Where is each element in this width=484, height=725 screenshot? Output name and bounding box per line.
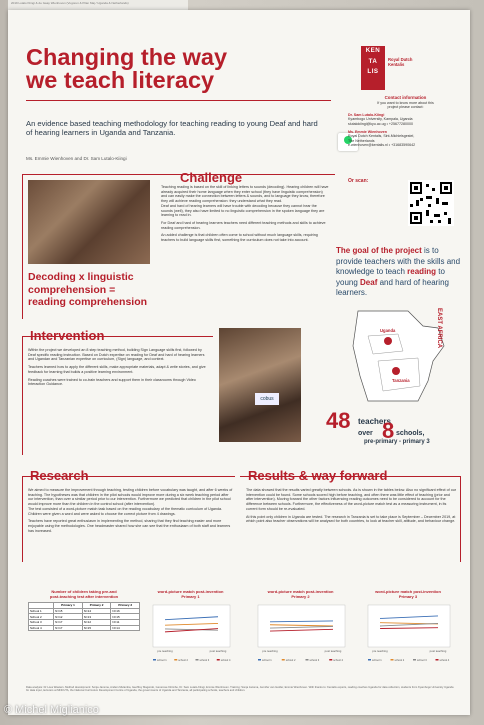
research-heading: Research — [30, 468, 89, 483]
legend-swatch — [282, 659, 285, 661]
chart-primary1-title: word-picture match post-invention Primary 1 — [157, 589, 224, 599]
map-label-tanzania: Tanzania — [392, 378, 410, 383]
table-row: School 2 N=12 N=13 N=15 — [29, 614, 140, 620]
schools-prefix: over — [358, 430, 373, 437]
legend-swatch — [436, 659, 439, 661]
intervention-heading: Intervention — [30, 328, 105, 343]
participants-table: Primary 1 Primary 2 Primary 3 School 1 N=15 N=14 N=16 School 2 N=12 N=13 N=15 School 3 N=17 N=12 N=11 School 4 N=17 N=15 N=14 — [28, 602, 140, 631]
photographer-watermark: © Michel Miglianico — [4, 704, 99, 716]
table-title: Number of children taking pre-and post-teaching test after intervention — [49, 589, 119, 599]
legend-label: school 3 — [199, 659, 210, 663]
intervention-text: Within the project we developed an 8 step teaching method, building Sign Language skills first, followed by Deaf specific reading instruction. Based on Dutch expertise on reading for Deaf and hard of hearing learners and Ugandan and Tanzanian expertise on curriculum, (Sign) language, and context. Teachers learned how to apply the different skills, make appropriate materials, adapt & write stories, and give feedback for learning that builds a positive learning environment. Reading coaches were trained to co-train teachers and support them in their classrooms through Video Interaction Guidance. — [28, 348, 206, 387]
challenge-text: Teaching reading is based on the skill of linking letters to sounds (decoding). Hearing children will have already acquired their home language when they enter school (they have linguistic comprehension) and can easily make the connection between letters & sounds, and to language they know, therefore they will achieve reading comprehension: they understand what they read. Deaf and hard of hearing learners will have trouble with decoding because they cannot hear the sounds (well), they also have limited to no linguistic comprehension in the spoken language they are learning to read in. For Deaf and hard of hearing learners teachers need different teaching methods and skills to achieve reading comprehension. An added challenge is that children often come to school without much language skills, requiring teachers to build language skills first, something the curriculum does not take into account. — [161, 185, 329, 243]
x-tick-label: post teaching — [429, 649, 447, 654]
research-text: We aimed to measure the improvement through teaching, testing children before vocabulary was taught, and after 6 weeks of teaching. The hypotheses was that children in the pilot schools would improve more during a six week teaching period after our intervention, than over a similar period prior to our intervention. Furthermore we predicted that children in the pilot school would improve more than the children in the control school (after intervention). The test consisted of a word-picture match task based on the reading vocabulary of the thematic curriculum of Uganda. Children were given a word and were asked to choose the correct picture from 4 drawings. Teachers have reported great enthusiasm in implementing the method, sharing that they find teaching easier and more enjoyable using the methodologies. One headmaster shared how she can see that the enthusiasm of both staff and learners has increased. — [28, 488, 233, 533]
legend-swatch — [258, 659, 261, 661]
legend-swatch — [196, 659, 199, 661]
legend-label: school 4 — [333, 659, 343, 663]
x-tick-label: pre teaching — [372, 649, 388, 654]
poster-footnote: Data analysis: Dr Loes Wauters. Method development: Sonja Jansma, Anders Mulamba, Geoffrey Magondo, Generose Kiirimbe, Dr. Sam Lutalo-Kiingi, Emmie Wienhoven. Training: Sonja Jansma, Jennifer van Gelder, Emmie Wienhoven. With thanks to: Kentalis experts, reading coaches Uganda for data collection, students from Kyambogo University Uganda for data input, lecturers at MNCUTA, the National Curriculum Development Centre of Uganda, the governments of Uganda and Tanzania, all participating schools, teachers and children. — [26, 686, 454, 693]
legend-swatch — [368, 659, 371, 661]
schools-levels: pre-primary - primary 3 — [364, 439, 430, 445]
chart-primary1 — [143, 590, 238, 670]
teacher-count: 48 — [326, 408, 351, 433]
x-tick-label: pre teaching — [262, 649, 278, 654]
qr-label: Or scan: — [348, 178, 369, 184]
legend-swatch — [306, 659, 309, 661]
chart-primary3-title: word-picture match post-invention Primary 3 — [375, 589, 441, 599]
x-tick-label: post teaching — [324, 649, 342, 654]
legend-swatch — [153, 659, 156, 661]
poster-title: Changing the way we teach literacy — [26, 44, 228, 93]
legend-label: school 2 — [285, 659, 296, 663]
project-goal: The goal of the project is to provide teachers with the skills and knowledge to teach reading to young Deaf and hard of hearing learners. — [336, 246, 461, 298]
schools-label: schools, — [396, 430, 425, 437]
legend-label: school 1 — [372, 659, 382, 663]
legend-swatch — [217, 659, 220, 661]
legend-label: school 1 — [262, 659, 272, 663]
chart-primary2 — [248, 590, 353, 670]
challenge-quote: Decoding x linguistic comprehension = reading comprehension — [28, 271, 148, 308]
table-row: School 3 N=17 N=12 N=11 — [29, 619, 140, 625]
poster-subtitle: An evidence based teaching methodology for teaching reading to young Deaf and hard of hearing learners in Uganda and Tanzania. — [26, 119, 318, 138]
legend-label: school 1 — [157, 659, 167, 663]
qr-code — [408, 180, 454, 226]
kentalis-logo: KEN TA LIS — [361, 46, 385, 90]
legend-swatch — [174, 659, 177, 661]
challenge-heading: Challenge — [180, 170, 243, 185]
results-heading: Results & way forward — [248, 468, 388, 483]
chart-plot-area — [153, 605, 230, 647]
table-row: School 4 N=17 N=15 N=14 — [29, 625, 140, 631]
poster — [8, 10, 470, 715]
map-label-east-africa: EAST AFRICA — [436, 308, 442, 349]
teacher-label: teachers — [358, 417, 391, 426]
title-rule — [26, 100, 331, 101]
boy-with-card-photo — [219, 328, 301, 442]
legend-label: school 3 — [417, 659, 427, 663]
east-africa-map — [348, 306, 460, 406]
chart-primary2-title: word-picture match post-invention Primary 2 — [267, 589, 334, 599]
map-label-uganda: Uganda — [380, 328, 396, 333]
top-tab-label: 2019 Lutalo Klingi & de Gaay Wienhoven (Vugoren & Pilan Maj / Uganda & Netherlands) — [8, 0, 188, 10]
legend-label: school 4 — [439, 659, 450, 663]
contact-info: Contact information If you want to know more about this project please contact: Dr. Sam Lutalo-Kiingi Kyambogo University, Kampala, Uganda slutalokiingi@kyu.ac.ug • +25677280000 Ms. Emmie Wienhoven Royal Dutch Kentalis, Sint-Michielsgestel, The Netherlands e.wienhoven@kentalis.nl • +31683590642 — [348, 95, 434, 148]
legend-label: school 2 — [178, 659, 188, 663]
legend-label: school 3 — [309, 659, 320, 663]
x-tick-label: pre teaching — [157, 649, 173, 654]
poster-authors: Ms. Emmie Wienhoven and Dr. Sam Lutalo-Kiingi — [26, 156, 127, 161]
participants-table-block — [28, 590, 140, 631]
table-row: School 1 N=15 N=14 N=16 — [29, 608, 140, 614]
school-count: 8 — [382, 418, 395, 443]
x-tick-label: post teaching — [209, 649, 227, 654]
results-text: The data showed that the results varied greatly between schools. As is shown in the tables below. Also no significant effect of our intervention could be found. Some schools scored high before teaching, and often there was little effect of teaching (prior and after intervention). Moving forward the other factors influencing reading outcomes need to be considered to account for the difference between schools. Furthermore, the effectiveness of the word-picture match test as a measuring instrument, in its current form should be re-evaluated. At this point only children in Uganda are tested. The research in Tanzania is set to take place is September – December 2019, at which point also teacher observations will be analysed for both countries, to look at teacher skill, attitude, and behaviour change. — [246, 488, 457, 524]
legend-label: school 2 — [394, 659, 405, 663]
logo-caption: Royal Dutch Kentalis — [388, 57, 413, 67]
legend-swatch — [329, 659, 332, 661]
legend-label: school 4 — [220, 659, 231, 663]
word-card: cobus — [255, 393, 279, 405]
chart-primary3 — [358, 590, 458, 670]
project-stats — [320, 408, 460, 460]
legend-swatch — [391, 659, 394, 661]
legend-swatch — [413, 659, 416, 661]
